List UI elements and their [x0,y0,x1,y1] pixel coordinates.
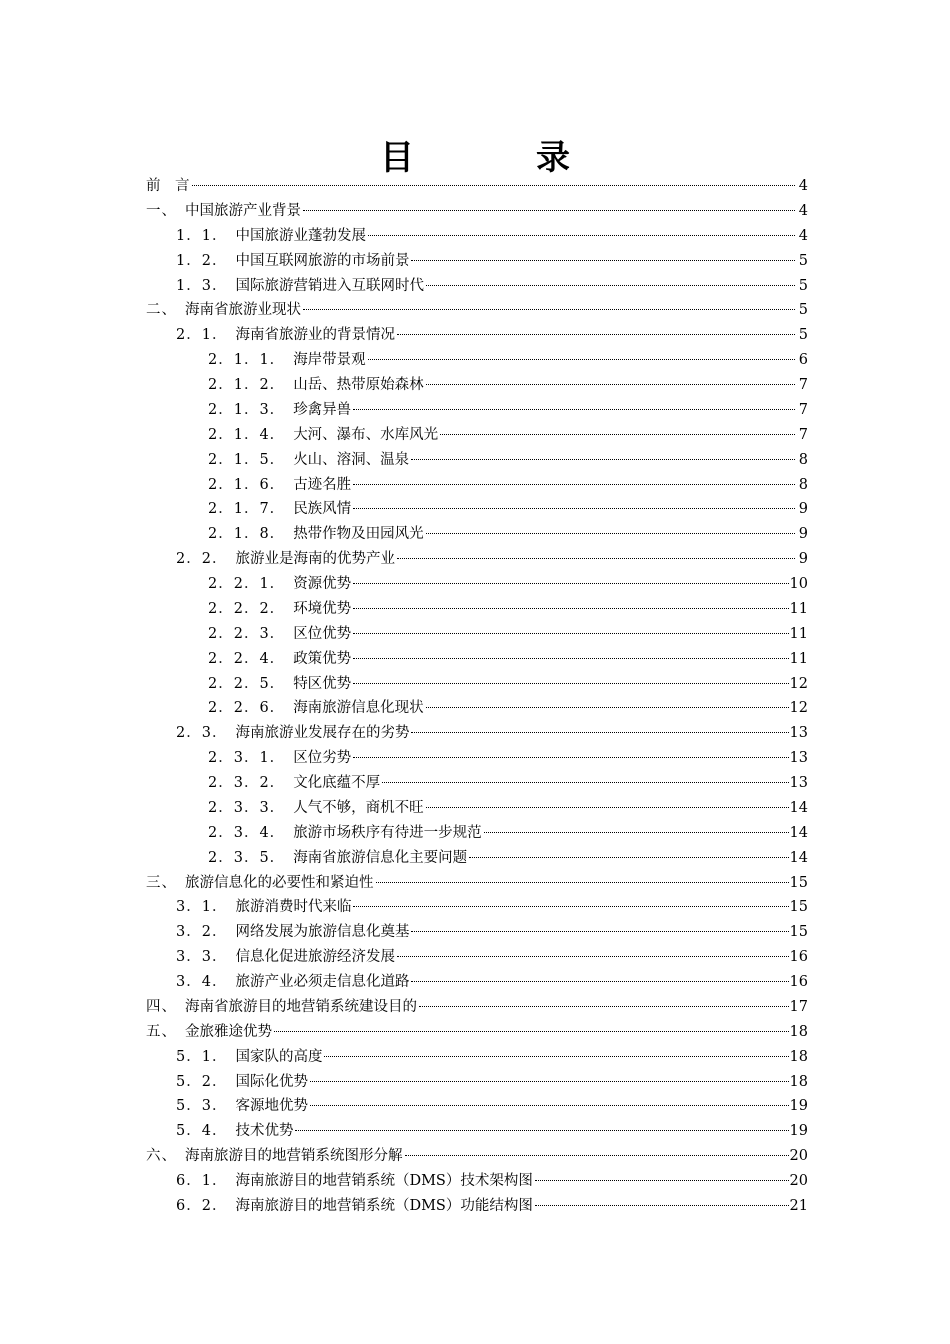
toc-entry-title: 区位优势 [293,625,352,642]
toc-page-number: 4 [798,227,808,244]
toc-page-number: 18 [789,1023,808,1040]
toc-entry-title: 海南省旅游目的地营销系统建设目的 [185,998,417,1015]
toc-entry[interactable] [146,1020,808,1045]
toc-page-number: 11 [789,650,808,667]
toc-dot-leader [535,1205,789,1206]
toc-page-number: 18 [789,1048,808,1065]
page-title: 目 录 [380,138,614,178]
toc-entry-number: 2．3．1． [208,750,286,767]
toc-entry[interactable] [146,1070,808,1095]
toc-entry-number: 二、 [146,302,177,319]
toc-dot-leader [411,981,788,982]
toc-entry-number: 3．4． [176,974,228,990]
toc-dot-leader [397,956,789,957]
toc-entry[interactable] [146,1045,808,1070]
toc-entry-number: 一、 [146,202,177,219]
toc-entry-number: 2．1．5． [208,451,286,468]
toc-entry-number: 2．3．3． [208,799,286,816]
toc-entry-number: 2．3． [176,725,228,742]
toc-entry-number: 3．1． [176,899,228,916]
toc-page-number: 20 [789,1173,808,1189]
toc-dot-leader [353,484,795,485]
toc-page-number: 14 [789,799,808,816]
toc-dot-leader [535,1180,789,1181]
toc-entry[interactable] [146,995,808,1020]
toc-entry-title: 海南省旅游信息化主要问题 [293,849,468,866]
toc-entry-number: 5．1． [176,1048,228,1065]
toc-entry-title: 古迹名胜 [293,476,352,493]
toc-entry-title: 民族风情 [293,501,352,518]
toc-entry[interactable] [146,622,808,647]
toc-entry-number: 2．2．2． [208,600,286,617]
toc-entry-title: 海南省旅游业的背景情况 [235,327,395,344]
toc-entry[interactable] [146,672,808,697]
toc-entry-title: 旅游业是海南的优势产业 [235,551,395,568]
toc-dot-leader [397,334,795,335]
toc-page-number: 12 [789,675,808,692]
toc-dot-leader [397,558,795,559]
toc-page-number: 11 [789,600,808,617]
toc-dot-leader [353,608,788,609]
toc-entry[interactable] [146,1144,808,1169]
toc-page-number: 8 [798,476,808,493]
toc-entry-number: 1．1． [176,227,228,244]
toc-page-number: 12 [789,700,808,717]
toc-entry[interactable] [146,871,808,896]
toc-entry[interactable] [146,249,808,274]
toc-entry-title: 资源优势 [293,576,352,592]
toc-entry-title: 热带作物及田园风光 [293,526,424,543]
toc-entry[interactable] [146,522,808,547]
toc-entry-number: 2．2．1． [208,576,286,592]
toc-entry-title: 区位劣势 [293,750,352,767]
toc-page-number: 5 [798,252,808,269]
toc-page-number: 20 [789,1148,808,1165]
toc-entry-number: 五、 [146,1023,177,1040]
toc-dot-leader [353,508,795,509]
toc-entry-title: 人气不够，商机不旺 [293,799,424,816]
toc-entry-title: 大河、瀑布、水库风光 [293,426,439,443]
toc-entry[interactable] [146,1094,808,1119]
toc-entry-number: 5．4． [176,1123,228,1140]
toc-entry-title: 海南旅游业发展存在的劣势 [235,725,410,742]
toc-dot-leader [426,533,795,534]
toc-entry-number: 1．3． [176,277,228,294]
toc-entry-title: 中国旅游产业背景 [185,202,301,219]
toc-page-number: 16 [789,949,808,966]
toc-entry[interactable] [146,796,808,821]
toc-entry-title: 火山、溶洞、温泉 [293,451,410,468]
toc-dot-leader [353,583,788,584]
toc-entry[interactable] [146,547,808,572]
toc-entry-number: 2．1．8． [208,526,286,543]
toc-dot-leader [405,1155,789,1156]
toc-page-number: 19 [789,1098,808,1115]
toc-entry-number: 5．3． [176,1098,228,1115]
toc-entry-number: 2．1． [176,327,228,344]
toc-entry[interactable] [146,373,808,398]
toc-entry-number: 3．3． [176,949,228,966]
toc-page-number: 7 [798,401,808,418]
toc-entry-title: 旅游市场秩序有待进一步规范 [293,824,482,841]
toc-entry-number: 2．3．4． [208,824,286,841]
toc-entry-title: 国际化优势 [235,1073,308,1090]
toc-entry-title: 网络发展为旅游信息化奠基 [235,924,410,941]
toc-page-number: 5 [798,277,808,294]
toc-dot-leader [353,633,788,634]
toc-entry[interactable] [146,224,808,249]
toc-entry[interactable] [146,970,808,995]
toc-entry-number: 2．1．1． [208,352,286,369]
toc-entry[interactable] [146,696,808,721]
toc-entry[interactable] [146,348,808,373]
toc-dot-leader [376,882,789,883]
toc-page-number: 5 [798,302,808,319]
toc-entry-title: 海南省旅游业现状 [185,302,301,319]
toc-entry-number: 2．2．6． [208,700,286,717]
toc-page-number: 15 [789,874,808,891]
toc-entry-number: 2．3．2． [208,775,286,791]
toc-dot-leader [303,309,795,310]
toc-entry[interactable] [146,1194,808,1219]
toc-page-number: 15 [789,924,808,941]
toc-entry[interactable] [146,821,808,846]
toc-entry-number: 四、 [146,998,177,1015]
toc-entry-title: 信息化促进旅游经济发展 [235,949,395,966]
toc-dot-leader [303,210,795,211]
toc-dot-leader [426,707,789,708]
toc-entry-title: 环境优势 [293,600,352,617]
toc-dot-leader [310,1081,789,1082]
toc-entry-title: 海南旅游目的地营销系统图形分解 [185,1148,403,1165]
toc-entry-number: 2．1．4． [208,426,286,443]
toc-entry-number: 6．1． [176,1173,228,1189]
toc-dot-leader [310,1105,789,1106]
toc-entry[interactable] [146,771,808,796]
toc-entry-number: 三、 [146,874,177,891]
toc-page-number: 14 [789,849,808,866]
toc-page-number: 6 [798,352,808,369]
toc-page-number: 9 [798,526,808,543]
toc-page-number: 7 [798,377,808,393]
toc-page-number: 10 [789,576,808,592]
toc-entry-number: 5．2． [176,1073,228,1090]
toc-entry[interactable] [146,746,808,771]
toc-entry-number: 2．1．7． [208,501,286,518]
toc-entry[interactable] [146,945,808,970]
toc-entry-number: 2．1．3． [208,401,286,418]
toc-entry-number: 2．2．3． [208,625,286,642]
toc-entry[interactable] [146,846,808,871]
toc-entry[interactable] [146,497,808,522]
toc-entry-title: 海南旅游目的地营销系统（DMS）功能结构图 [235,1197,533,1214]
toc-entry-title: 珍禽异兽 [293,401,352,418]
toc-entry[interactable] [146,920,808,945]
toc-entry-number: 6．2． [176,1197,228,1214]
toc-page-number: 21 [789,1197,808,1214]
toc-page-number: 13 [789,750,808,767]
toc-dot-leader [353,409,795,410]
toc-entry[interactable] [146,398,808,423]
toc-dot-leader [324,1056,788,1057]
toc-entry-title: 技术优势 [235,1123,294,1140]
toc-entry-title: 旅游信息化的必要性和紧迫性 [185,874,374,891]
toc-dot-leader [419,1006,789,1007]
toc-dot-leader [295,1130,788,1131]
toc-page-number: 4 [798,202,808,219]
toc-page-number: 5 [798,327,808,344]
toc-dot-leader [426,285,795,286]
toc-page-number: 7 [798,426,808,443]
toc-entry[interactable] [146,423,808,448]
toc-dot-leader [368,235,795,236]
toc-dot-leader [411,459,795,460]
toc-entry-number: 2．2． [176,551,228,568]
toc-entry[interactable] [146,597,808,622]
toc-page-number: 15 [789,899,808,916]
toc-page-number: 13 [789,725,808,742]
toc-dot-leader [353,683,788,684]
toc-entry-title: 中国旅游业蓬勃发展 [235,227,366,244]
toc-entry[interactable] [146,473,808,498]
toc-entry-title: 政策优势 [293,650,352,667]
toc-dot-leader [353,906,788,907]
toc-entry-title: 海南旅游信息化现状 [293,700,424,717]
toc-page-number: 17 [789,998,808,1015]
toc-page-number: 16 [789,974,808,990]
toc-entry-title: 旅游消费时代来临 [235,899,352,916]
toc-entry-number: 2．2．4． [208,650,286,667]
toc-entry[interactable] [146,274,808,299]
toc-dot-leader [353,757,788,758]
toc-entry-number: 2．1．2． [208,377,286,393]
toc-page-number: 4 [798,178,808,194]
toc-page-number: 8 [798,451,808,468]
toc-entry[interactable] [146,895,808,920]
toc-entry[interactable] [146,174,808,199]
toc-entry-title: 特区优势 [293,675,352,692]
toc-entry[interactable] [146,448,808,473]
toc-entry-title: 海南旅游目的地营销系统（DMS）技术架构图 [235,1173,533,1189]
toc-entry[interactable] [146,1169,808,1194]
toc-entry-title: 中国互联网旅游的市场前景 [235,252,410,269]
toc-entry[interactable] [146,298,808,323]
toc-dot-leader [440,434,795,435]
table-of-contents [146,174,808,1219]
toc-dot-leader [368,359,795,360]
toc-page-number: 19 [789,1123,808,1140]
toc-dot-leader [353,658,788,659]
toc-entry-number: 2．2．5． [208,675,286,692]
toc-entry[interactable] [146,1119,808,1144]
toc-dot-leader [411,260,795,261]
toc-entry-number: 2．3．5． [208,849,286,866]
toc-entry-title: 金旅雅途优势 [185,1023,272,1040]
toc-page-number: 18 [789,1073,808,1090]
toc-entry-number: 1．2． [176,252,228,269]
toc-dot-leader [192,185,796,186]
toc-dot-leader [382,782,788,783]
toc-page-number: 9 [798,551,808,568]
toc-entry[interactable] [146,647,808,672]
toc-page-number: 13 [789,775,808,791]
toc-entry-title: 客源地优势 [235,1098,308,1115]
toc-entry-title: 旅游产业必须走信息化道路 [235,974,410,990]
toc-page-number: 14 [789,824,808,841]
toc-entry-number: 2．1．6． [208,476,286,493]
toc-dot-leader [274,1031,789,1032]
toc-entry-number: 3．2． [176,924,228,941]
toc-page-number: 9 [798,501,808,518]
toc-entry[interactable] [146,323,808,348]
toc-dot-leader [411,732,788,733]
toc-entry-title: 山岳、热带原始森林 [293,377,424,393]
toc-entry-title: 海岸带景观 [293,352,366,369]
toc-entry-title: 国家队的高度 [235,1048,323,1065]
toc-entry[interactable] [146,721,808,746]
toc-dot-leader [426,384,795,385]
toc-dot-leader [411,931,788,932]
toc-dot-leader [484,832,789,833]
toc-page-number: 11 [789,625,808,642]
toc-entry-number: 六、 [146,1148,177,1165]
toc-entry-title: 前 言 [146,178,190,194]
toc-entry-title: 国际旅游营销进入互联网时代 [235,277,424,294]
toc-entry-title: 文化底蕴不厚 [293,775,381,791]
toc-entry[interactable] [146,199,808,224]
toc-entry[interactable] [146,572,808,597]
toc-dot-leader [469,857,788,858]
toc-dot-leader [426,807,789,808]
